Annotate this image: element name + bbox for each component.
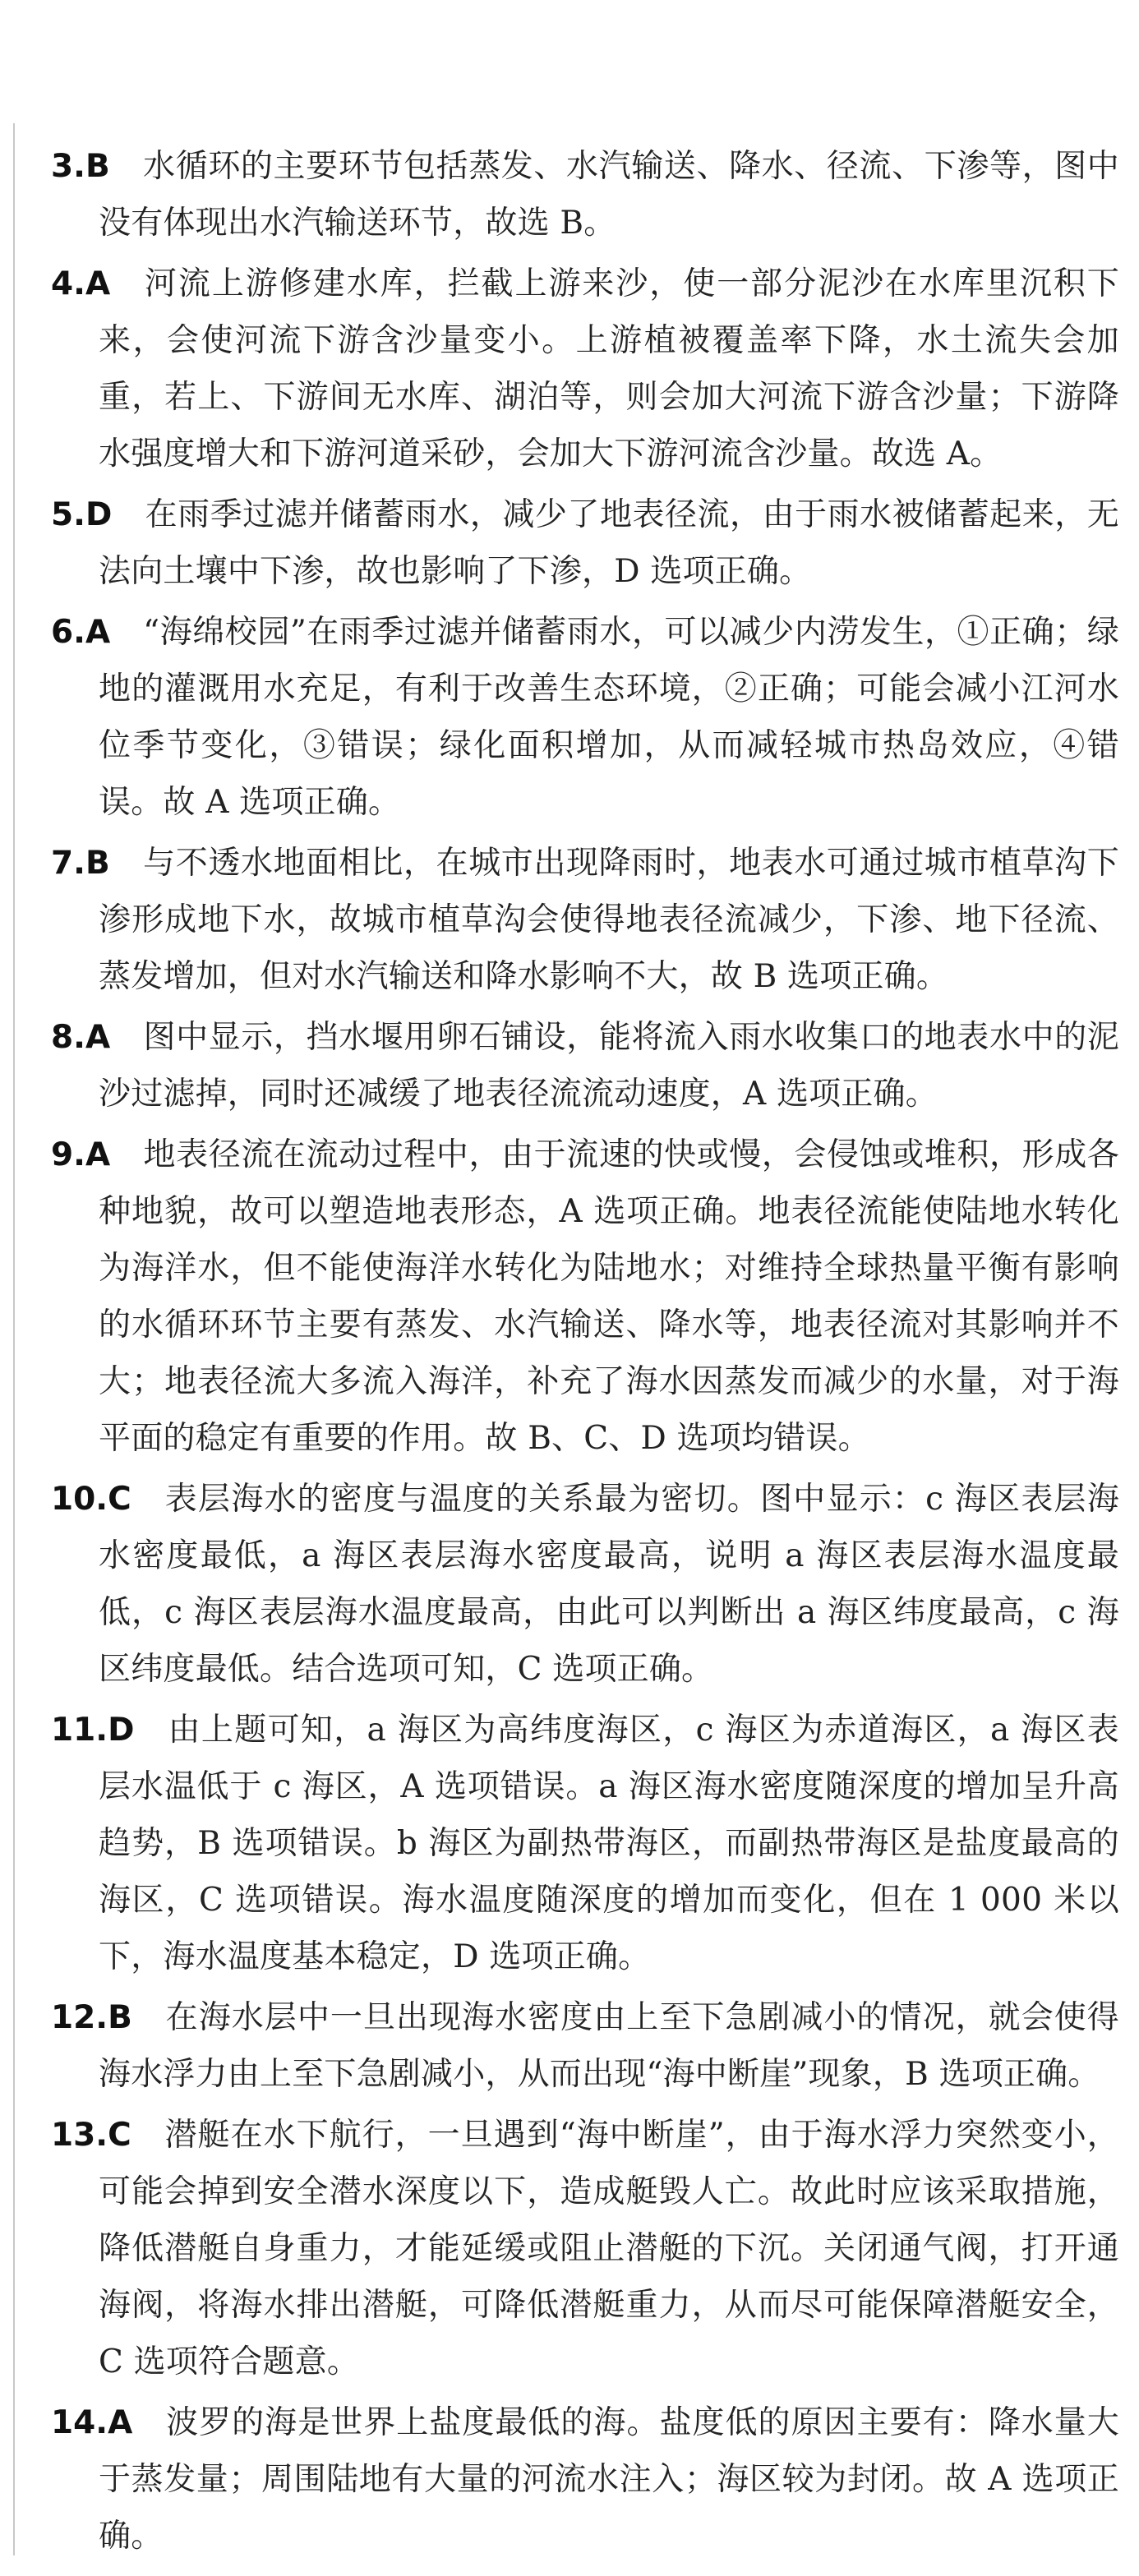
answer-number: 10.C (51, 1481, 131, 1518)
answer-number: 13.C (51, 2117, 131, 2154)
answer-explanation: 河流上游修建水库，拦截上游来沙，使一部分泥沙在水库里沉积下来，会使河流下游含沙量变小。上游植被覆盖率下降，水土流失会加重，若上、下游间无水库、湖泊等，则会加大河流下游含沙量；下游降水强度增大和下游河道采砂，会加大下游河流含沙量。故选 A。 (99, 265, 1119, 472)
answer-number: 5.D (51, 496, 113, 533)
answer-item-10 (51, 1471, 1119, 1698)
answer-explanation: 与不透水地面相比，在城市出现降雨时，地表水可通过城市植草沟下渗形成地下水，故城市植草沟会使得地表径流减少，下渗、地下径流、蒸发增加，但对水汽输送和降水影响不大，故 B 选项正确。 (99, 845, 1119, 995)
answer-item-14 (51, 2394, 1119, 2564)
answer-number: 6.A (51, 614, 111, 651)
answer-item-13 (51, 2107, 1119, 2390)
answer-explanation: 地表径流在流动过程中，由于流速的快或慢，会侵蚀或堆积，形成各种地貌，故可以塑造地表形态，A 选项正确。地表径流能使陆地水转化为海洋水，但不能使海洋水转化为陆地水；对维持全球热量平衡有影响的水循环环节主要有蒸发、水汽输送、降水等，地表径流对其影响并不大；地表径流大多流入海洋，补充了海水因蒸发而减少的水量，对于海平面的稳定有重要的作用。故 B、C、D 选项均错误。 (99, 1136, 1119, 1457)
answer-number: 3.B (51, 148, 110, 185)
answer-explanation: 潜艇在水下航行，一旦遇到“海中断崖”，由于海水浮力突然变小，可能会掉到安全潜水深度以下，造成艇毁人亡。故此时应该采取措施，降低潜艇自身重力，才能延缓或阻止潜艇的下沉。关闭通气阀，打开通海阀，将海水排出潜艇，可降低潜艇重力，从而尽可能保障潜艇安全，C 选项符合题意。 (99, 2117, 1119, 2380)
answer-item-5 (51, 486, 1119, 600)
answer-item-6 (51, 604, 1119, 831)
answer-list (51, 138, 1119, 2569)
answer-number: 11.D (51, 1712, 135, 1749)
answer-number: 7.B (51, 845, 110, 882)
answer-item-4 (51, 256, 1119, 482)
answer-explanation: 在海水层中一旦出现海水密度由上至下急剧减小的情况，就会使得海水浮力由上至下急剧减小，从而出现“海中断崖”现象，B 选项正确。 (99, 1999, 1119, 2093)
answer-number: 4.A (51, 265, 111, 302)
answer-explanation: 波罗的海是世界上盐度最低的海。盐度低的原因主要有：降水量大于蒸发量；周围陆地有大量的河流水注入；海区较为封闭。故 A 选项正确。 (99, 2404, 1119, 2555)
answer-item-8 (51, 1009, 1119, 1122)
answer-number: 9.A (51, 1136, 111, 1173)
answer-explanation: “海绵校园”在雨季过滤并储蓄雨水，可以减少内涝发生，①正确；绿地的灌溉用水充足，有利于改善生态环境，②正确；可能会减小江河水位季节变化，③错误；绿化面积增加，从而减轻城市热岛效应，④错误。故 A 选项正确。 (99, 614, 1119, 821)
answer-explanation: 水循环的主要环节包括蒸发、水汽输送、降水、径流、下渗等，图中没有体现出水汽输送环节，故选 B。 (99, 148, 1119, 242)
answer-explanation: 图中显示，挡水堰用卵石铺设，能将流入雨水收集口的地表水中的泥沙过滤掉，同时还减缓了地表径流流动速度，A 选项正确。 (99, 1019, 1119, 1113)
answer-item-9 (51, 1127, 1119, 1467)
answer-number: 8.A (51, 1019, 111, 1056)
answer-item-3 (51, 138, 1119, 251)
answer-item-11 (51, 1702, 1119, 1985)
answer-explanation: 在雨季过滤并储蓄雨水，减少了地表径流，由于雨水被储蓄起来，无法向土壤中下渗，故也影响了下渗，D 选项正确。 (99, 496, 1119, 590)
answer-explanation: 由上题可知，a 海区为高纬度海区，c 海区为赤道海区，a 海区表层水温低于 c 海区，A 选项错误。a 海区海水密度随深度的增加呈升高趋势，B 选项错误。b 海区为副热带海区，而副热带海区是盐度最高的海区，C 选项错误。海水温度随深度的增加而变化，但在 1 000 米以下，海水温度基本稳定，D 选项正确。 (99, 1712, 1119, 1975)
answer-item-7 (51, 835, 1119, 1005)
answer-number: 14.A (51, 2404, 133, 2441)
left-margin-rule (13, 123, 15, 2555)
answer-number: 12.B (51, 1999, 132, 2036)
answer-item-12 (51, 1989, 1119, 2103)
answer-explanation: 表层海水的密度与温度的关系最为密切。图中显示：c 海区表层海水密度最低，a 海区表层海水密度最高，说明 a 海区表层海水温度最低，c 海区表层海水温度最高，由此可以判断出 a 海区纬度最高，c 海区纬度最低。结合选项可知，C 选项正确。 (99, 1481, 1119, 1688)
